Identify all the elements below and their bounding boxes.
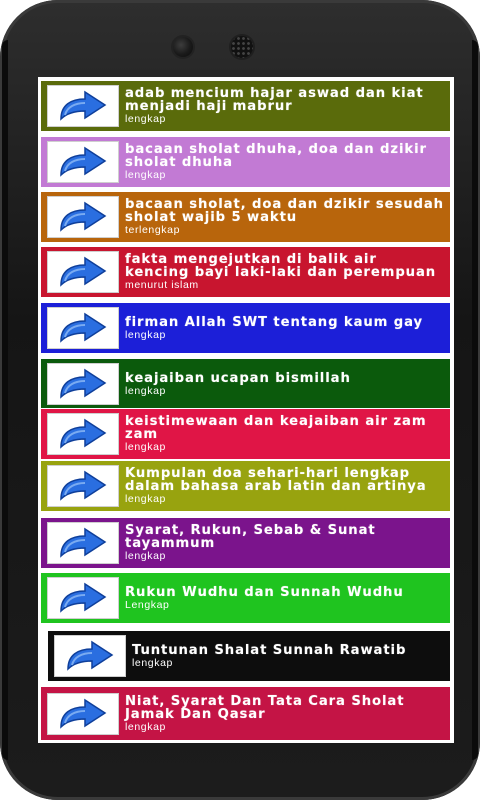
phone-edge-right: [472, 40, 478, 760]
list-item-title: keistimewaan dan keajaiban air zam zam: [125, 414, 427, 442]
list-item[interactable]: [40, 136, 451, 188]
phone-edge-left: [2, 40, 8, 760]
list-item[interactable]: [40, 408, 451, 460]
list-item-text: [125, 87, 450, 125]
list-item-title: adab mencium hajar aswad dan kiat menjadi haji mabrur: [125, 86, 424, 114]
list-item-subtitle: lengkap: [125, 441, 166, 453]
list-item-title: Rukun Wudhu dan Sunnah Wudhu: [125, 584, 404, 600]
front-camera: [173, 37, 193, 57]
list-item[interactable]: [40, 686, 451, 741]
list-item-subtitle: lengkap: [125, 493, 166, 505]
list-item-text: [125, 586, 450, 611]
list-item-subtitle: lengkap: [132, 656, 173, 669]
list-item-title: bacaan sholat dhuha, doa dan dzikir sholat dhuha: [125, 142, 427, 170]
list-item[interactable]: [40, 302, 451, 354]
list-item-text: [125, 198, 450, 236]
share-arrow-icon: [47, 693, 119, 735]
list-item-text: [125, 415, 450, 453]
list-item-subtitle: lengkap: [125, 328, 166, 341]
share-arrow-icon: [47, 413, 119, 455]
list-item[interactable]: [40, 460, 451, 512]
list-item-title: Tuntunan Shalat Sunnah Rawatib: [132, 642, 407, 658]
share-arrow-icon: [47, 251, 119, 293]
share-arrow-icon: [47, 522, 119, 564]
list-item-text: [125, 253, 450, 291]
list-item-subtitle: menurut islam: [125, 279, 199, 291]
screen: [38, 77, 454, 743]
list-item-subtitle: lengkap: [125, 169, 166, 181]
share-arrow-icon: [54, 635, 126, 677]
list-item[interactable]: [40, 517, 451, 569]
list-item[interactable]: [40, 246, 451, 298]
list-item-title: bacaan sholat, doa dan dzikir sesudah sholat wajib 5 waktu: [125, 197, 444, 225]
earpiece-speaker: [231, 36, 253, 58]
list-item-text: [125, 372, 450, 397]
list-item-text: [125, 467, 450, 505]
share-arrow-icon: [47, 141, 119, 183]
list-item-text: [132, 644, 450, 669]
list-item-title: Kumpulan doa sehari-hari lengkap dalam bahasa arab latin dan artinya: [125, 466, 427, 494]
share-arrow-icon: [47, 85, 119, 127]
list-item-text: [125, 524, 450, 562]
list-item-title: Syarat, Rukun, Sebab & Sunat tayammum: [125, 523, 376, 551]
list-item-subtitle: lengkap: [125, 550, 166, 562]
list-item[interactable]: [40, 191, 451, 243]
list-item[interactable]: [40, 572, 451, 624]
list-item-title: firman Allah SWT tentang kaum gay: [125, 314, 424, 330]
list-item-title: keajaiban ucapan bismillah: [125, 370, 351, 386]
share-arrow-icon: [47, 363, 119, 405]
list-item-subtitle: lengkap: [125, 384, 166, 397]
share-arrow-icon: [47, 307, 119, 349]
list-item-text: [125, 143, 450, 181]
list-item-title: fakta mengejutkan di balik air kencing bayi laki-laki dan perempuan: [125, 252, 437, 280]
share-arrow-icon: [47, 577, 119, 619]
list-item[interactable]: [40, 80, 451, 132]
share-arrow-icon: [47, 196, 119, 238]
list-item-text: [125, 316, 450, 341]
list-item-subtitle: Lengkap: [125, 598, 170, 611]
list-item[interactable]: [47, 630, 451, 682]
list-item-subtitle: lengkap: [125, 720, 166, 733]
share-arrow-icon: [47, 465, 119, 507]
list-item-subtitle: lengkap: [125, 113, 166, 125]
list-item-subtitle: terlengkap: [125, 224, 181, 236]
list-item-text: [125, 695, 450, 733]
list-item-title: Niat, Syarat Dan Tata Cara Sholat Jamak Dan Qasar: [125, 693, 405, 722]
list-item[interactable]: [40, 358, 451, 410]
